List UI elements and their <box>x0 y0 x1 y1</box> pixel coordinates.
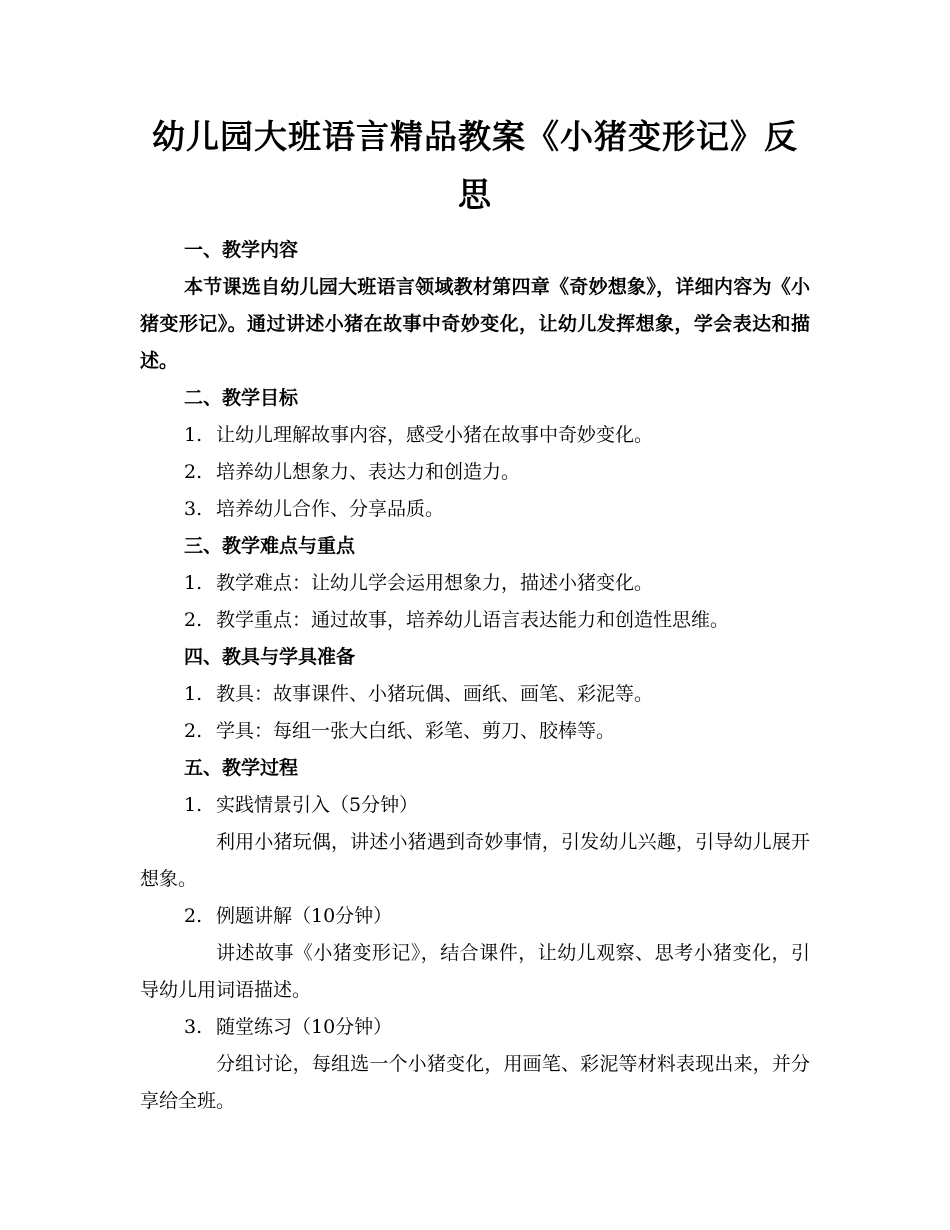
step-description: 利用小猪玩偶，讲述小猪遇到奇妙事情，引发幼儿兴趣，引导幼儿展开想象。 <box>140 831 810 890</box>
item-number: 1. <box>184 794 203 816</box>
document-body <box>140 232 810 1120</box>
list-item <box>140 565 810 602</box>
list-item <box>140 713 810 750</box>
list-item <box>140 676 810 713</box>
item-number: 3. <box>184 1016 203 1038</box>
item-number: 2. <box>184 461 203 483</box>
list-item <box>140 491 810 528</box>
item-text: 教学难点：让幼儿学会运用想象力，描述小猪变化。 <box>216 572 654 594</box>
item-number: 1. <box>184 683 203 705</box>
section-heading: 五、教学过程 <box>184 757 299 779</box>
item-text: 让幼儿理解故事内容，感受小猪在故事中奇妙变化。 <box>216 424 654 446</box>
item-text: 培养幼儿合作、分享品质。 <box>216 498 445 520</box>
item-text: 培养幼儿想象力、表达力和创造力。 <box>216 461 521 483</box>
list-item <box>140 417 810 454</box>
item-text: 随堂练习（10分钟） <box>216 1016 393 1038</box>
item-number: 2. <box>184 609 203 631</box>
section-paragraph: 本节课选自幼儿园大班语言领域教材第四章《奇妙想象》，详细内容为《小猪变形记》。通过讲述小猪在故事中奇妙变化，让幼儿发挥想象，学会表达和描述。 <box>140 276 810 372</box>
item-text: 教学重点：通过故事，培养幼儿语言表达能力和创造性思维。 <box>216 609 730 631</box>
section-heading: 二、教学目标 <box>184 387 299 409</box>
step-description: 讲述故事《小猪变形记》，结合课件，让幼儿观察、思考小猪变化，引导幼儿用词语描述。 <box>140 942 810 1001</box>
step-title <box>140 1009 810 1046</box>
item-text: 学具：每组一张大白纸、彩笔、剪刀、胶棒等。 <box>216 720 616 742</box>
list-item <box>140 602 810 639</box>
item-text: 实践情景引入（5分钟） <box>216 794 419 816</box>
item-number: 2. <box>184 720 203 742</box>
item-number: 1. <box>184 572 203 594</box>
item-number: 2. <box>184 905 203 927</box>
step-title <box>140 787 810 824</box>
list-item <box>140 454 810 491</box>
document-page <box>140 108 810 1120</box>
item-text: 教具：故事课件、小猪玩偶、画纸、画笔、彩泥等。 <box>216 683 654 705</box>
section-heading: 四、教具与学具准备 <box>184 646 356 668</box>
section-heading: 一、教学内容 <box>184 239 299 261</box>
step-description: 分组讨论，每组选一个小猪变化，用画笔、彩泥等材料表现出来，并分享给全班。 <box>140 1053 810 1112</box>
section-heading: 三、教学难点与重点 <box>184 535 356 557</box>
item-text: 例题讲解（10分钟） <box>216 905 393 927</box>
item-number: 1. <box>184 424 203 446</box>
document-title: 幼儿园大班语言精品教案《小猪变形记》反思 <box>152 117 798 214</box>
item-number: 3. <box>184 498 203 520</box>
step-title <box>140 898 810 935</box>
